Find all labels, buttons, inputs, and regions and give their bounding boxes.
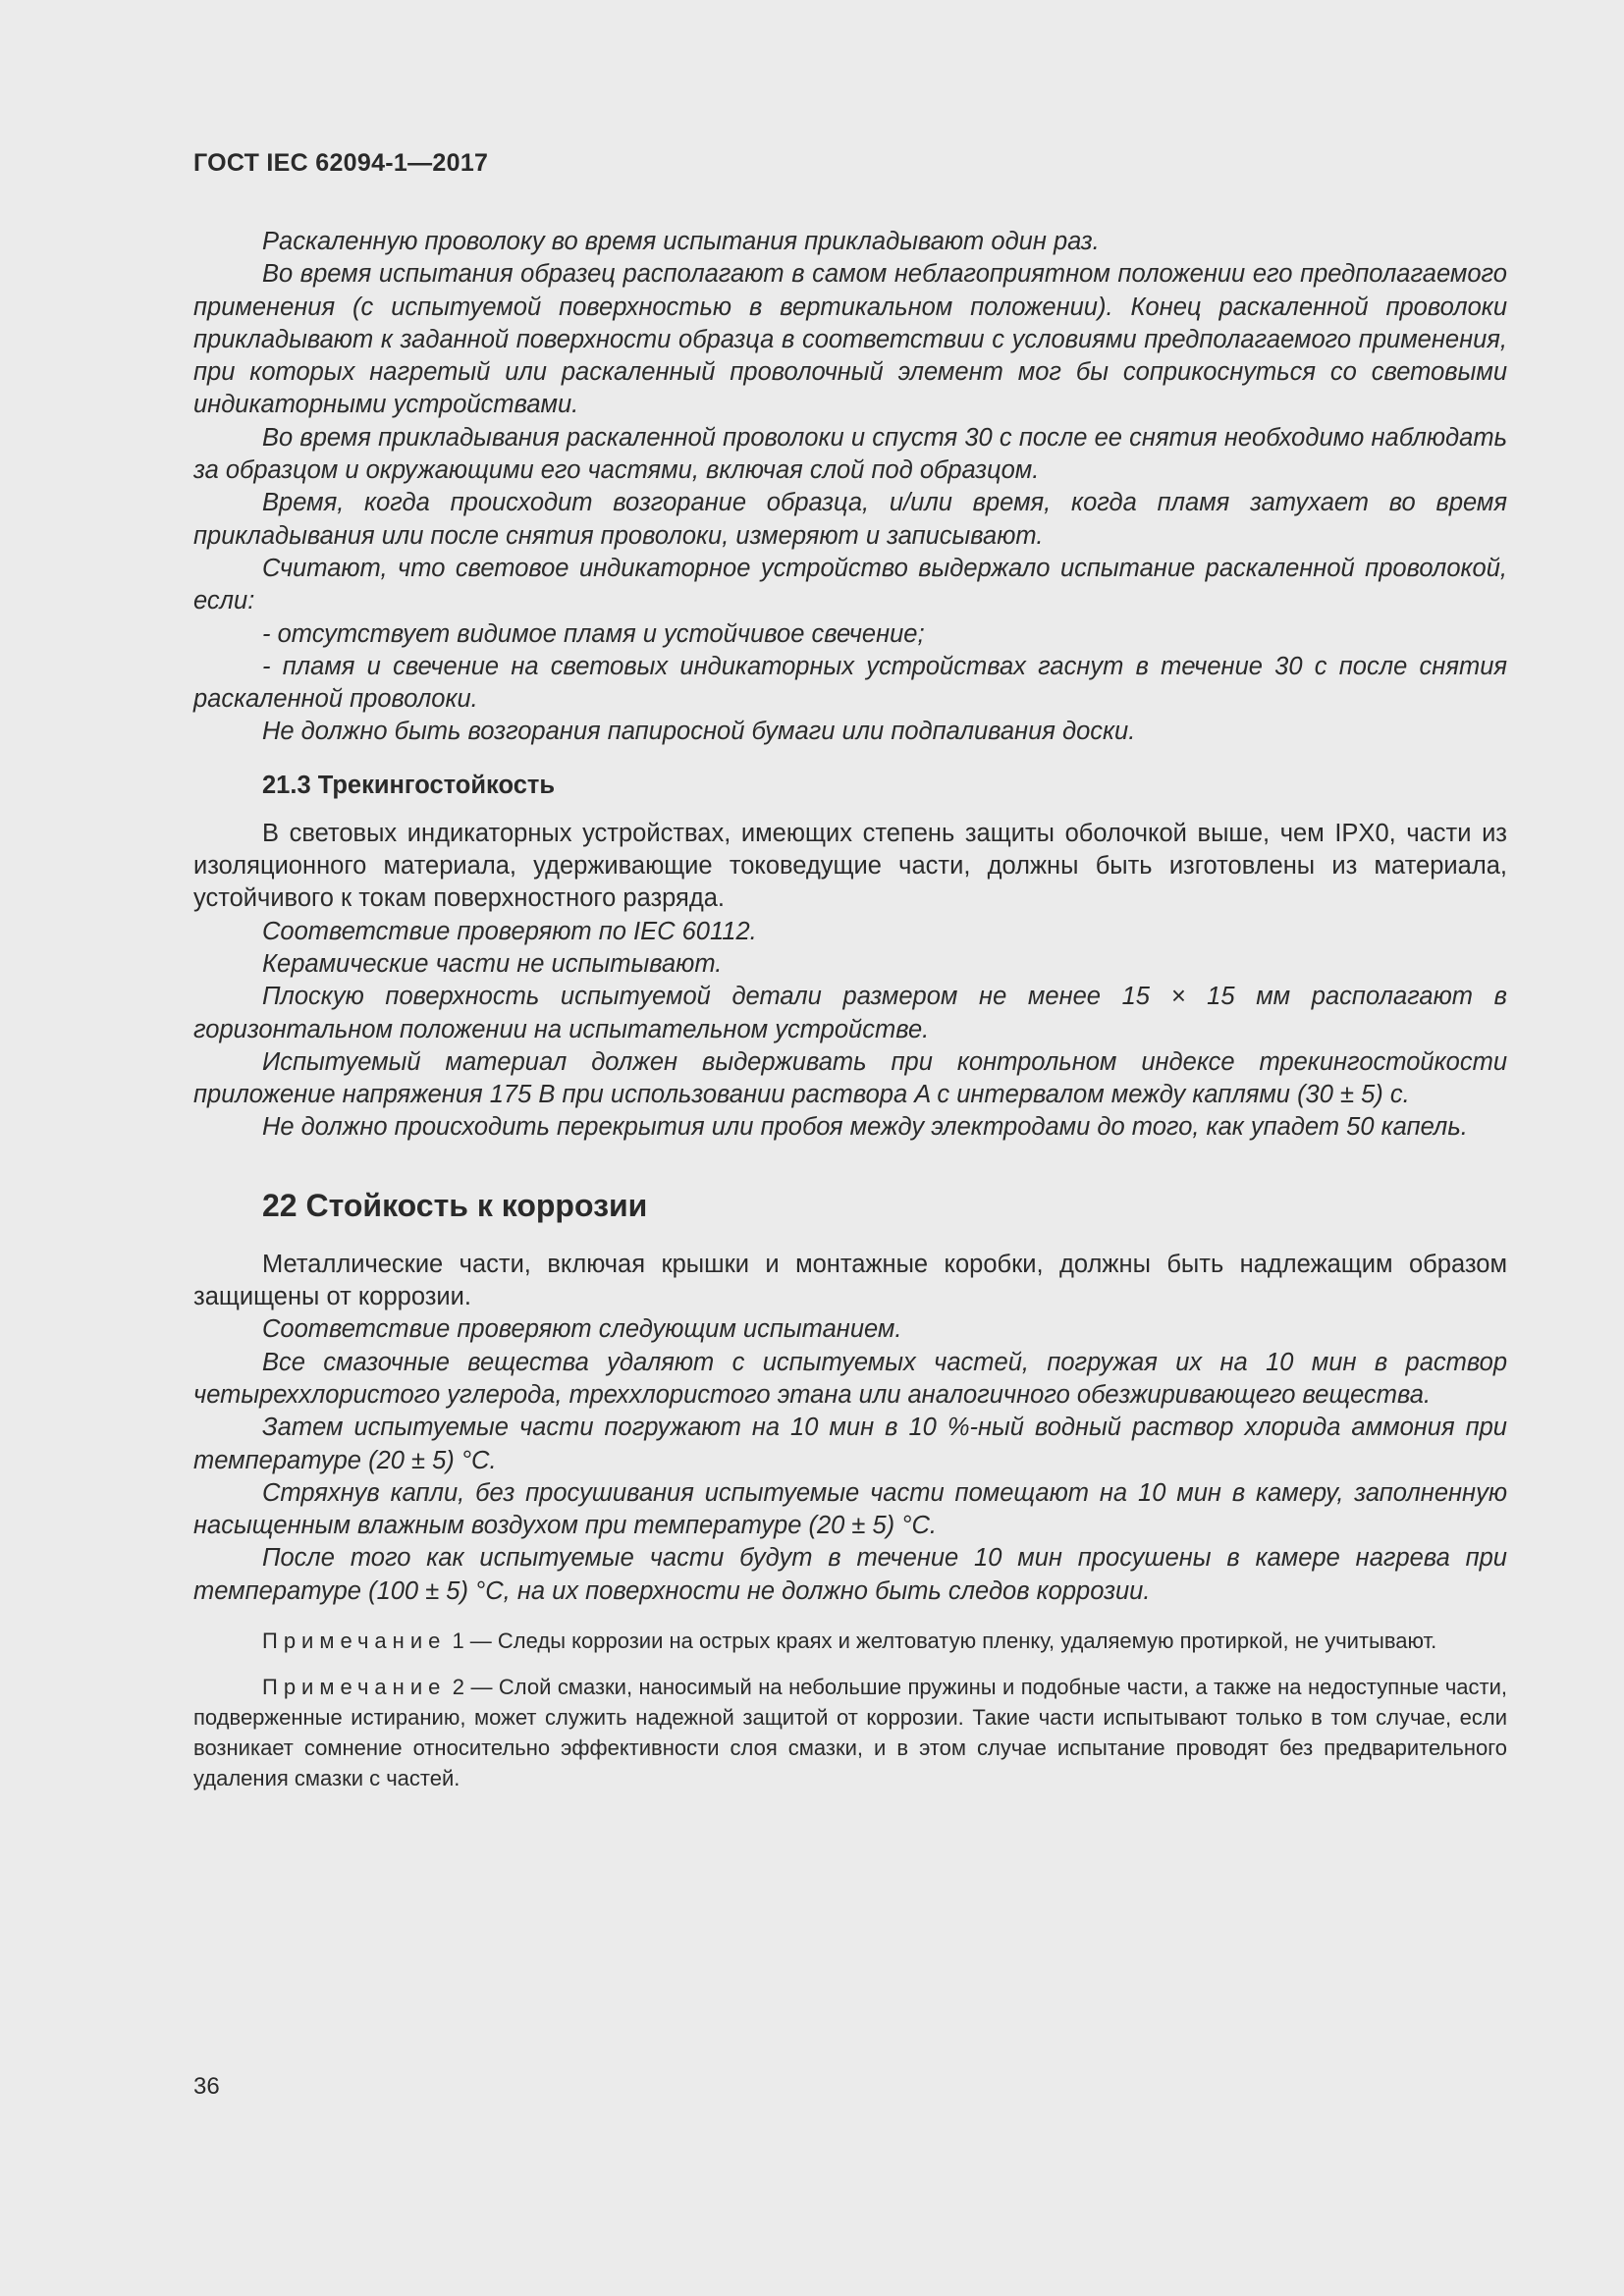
note-label: Примечание <box>262 1674 447 1699</box>
paragraph: После того как испытуемые части будут в течение 10 мин просушены в камере нагрева при температуре (100 ± 5) °C, на их поверхности не должно быть следов коррозии. <box>193 1544 1507 1605</box>
page-number: 36 <box>193 2073 220 2100</box>
paragraph: Плоскую поверхность испытуемой детали размером не менее 15 × 15 мм располагают в горизонтальном положении на испытательном устройстве. <box>193 983 1507 1043</box>
section-heading-21-3: 21.3 Трекингостойкость <box>262 771 556 799</box>
paragraph: Не должно быть возгорания папиросной бумаги или подпаливания доски. <box>262 718 1136 746</box>
note-2 <box>193 1672 1507 1793</box>
note-1 <box>193 1626 1507 1656</box>
note-text: 1 — Следы коррозии на острых краях и желтоватую пленку, удаляемую протиркой, не учитывают. <box>446 1628 1437 1653</box>
list-item: - отсутствует видимое пламя и устойчивое свечение; <box>262 619 925 648</box>
paragraph: Во время испытания образец располагают в самом неблагоприятном положении его предполагаемого применения (с испытуемой поверхностью в вертикальном положении). Конец раскаленной проволоки прикладывают к заданной поверхности образца в соответствии с условиями предполагаемого применения, при которых нагретый или раскаленный проволочный элемент мог бы соприкоснуться со световыми индикаторными устройствами. <box>193 260 1507 419</box>
paragraph: Соответствие проверяют по IEC 60112. <box>262 917 757 945</box>
paragraph: Соответствие проверяют следующим испытанием. <box>262 1315 902 1344</box>
paragraph: Керамические части не испытывают. <box>262 949 723 978</box>
document-header: ГОСТ IEC 62094-1—2017 <box>193 149 489 177</box>
section-heading-22: 22 Стойкость к коррозии <box>262 1187 648 1223</box>
paragraph: Время, когда происходит возгорание образца, и/или время, когда пламя затухает во время прикладывания или после снятия проволоки, измеряют и записывают. <box>193 489 1507 550</box>
paragraph: Металлические части, включая крышки и монтажные коробки, должны быть надлежащим образом защищены от коррозии. <box>193 1250 1507 1311</box>
paragraph: Испытуемый материал должен выдерживать при контрольном индексе трекингостойкости приложение напряжения 175 В при использовании раствора A с интервалом между каплями (30 ± 5) с. <box>193 1047 1507 1109</box>
list-item: - пламя и свечение на световых индикаторных устройствах гаснут в течение 30 с после снятия раскаленной проволоки. <box>193 652 1507 714</box>
paragraph: Во время прикладывания раскаленной проволоки и спустя 30 с после ее снятия необходимо наблюдать за образцом и окружающими его частями, включая слой под образцом. <box>193 423 1507 485</box>
page-content <box>193 226 1507 1793</box>
paragraph: Считают, что световое индикаторное устройство выдержало испытание раскаленной проволокой, если: <box>193 554 1507 615</box>
note-text: 2 — Слой смазки, наносимый на небольшие пружины и подобные части, а также на недоступные части, подверженные истиранию, может служить надежной защитой от коррозии. Такие части испытывают только в том случае, если возникает сомнение относительно эффективности слоя смазки, и в этом случае испытание проводят без предварительного удаления смазки с частей. <box>193 1674 1507 1790</box>
note-label: Примечание <box>262 1628 447 1653</box>
paragraph: Затем испытуемые части погружают на 10 мин в 10 %-ный водный раствор хлорида аммония при температуре (20 ± 5) °C. <box>193 1414 1507 1474</box>
paragraph: Все смазочные вещества удаляют с испытуемых частей, погружая их на 10 мин в раствор четыреххлористого углерода, треххлористого этана или аналогичного обезжиривающего вещества. <box>193 1348 1507 1409</box>
paragraph: Стряхнув капли, без просушивания испытуемые части помещают на 10 мин в камеру, заполненную насыщенным влажным воздухом при температуре (20 ± 5) °C. <box>193 1478 1507 1540</box>
paragraph: Не должно происходить перекрытия или пробоя между электродами до того, как упадет 50 капель. <box>262 1113 1468 1142</box>
paragraph: Раскаленную проволоку во время испытания прикладывают один раз. <box>262 228 1100 255</box>
paragraph: В световых индикаторных устройствах, имеющих степень защиты оболочкой выше, чем IPX0, части из изоляционного материала, удерживающие токоведущие части, должны быть изготовлены из материала, устойчивого к токам поверхностного разряда. <box>193 819 1507 913</box>
